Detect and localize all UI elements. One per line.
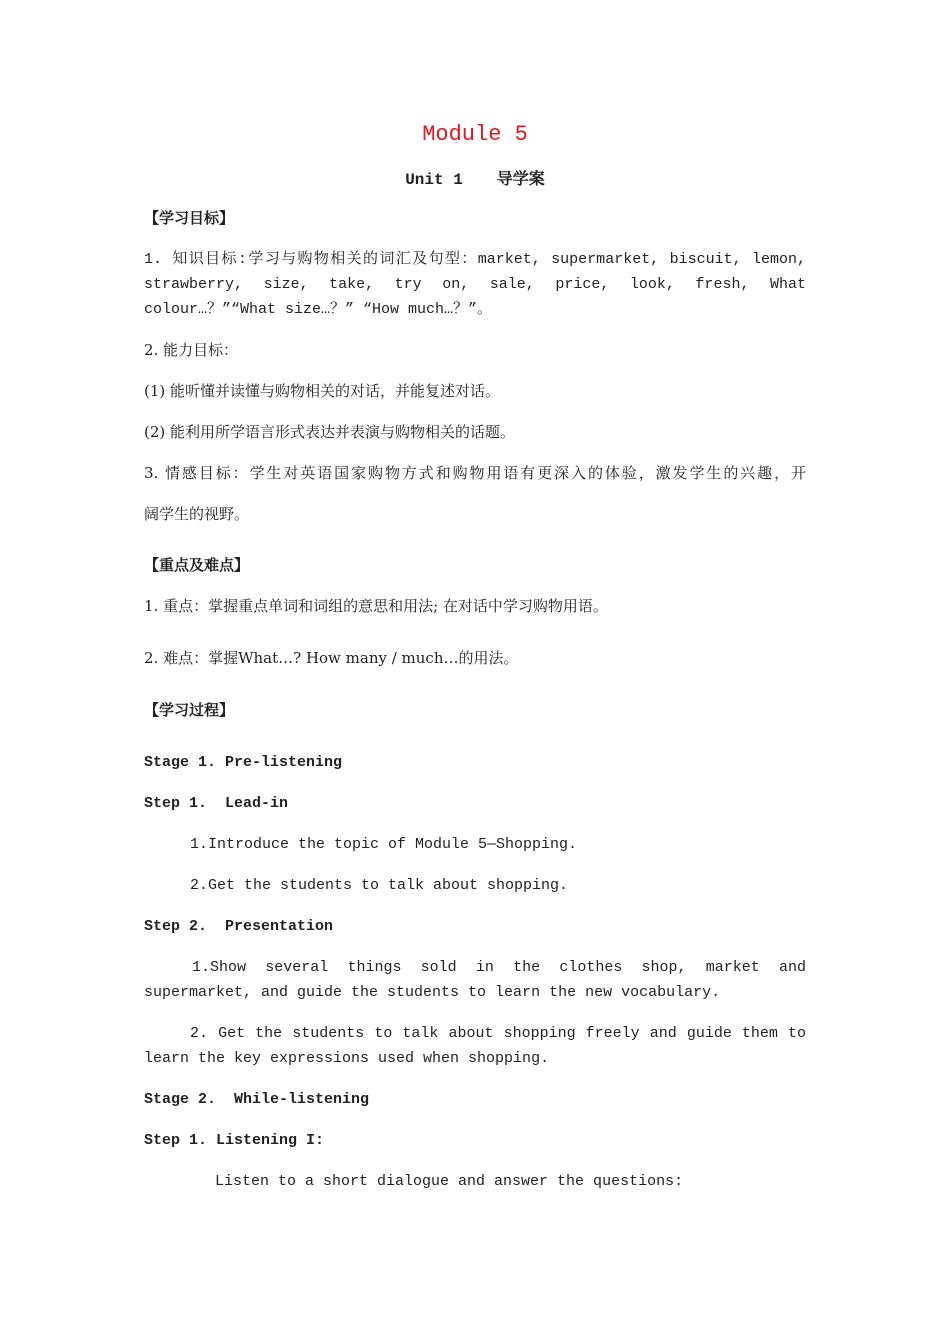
listening-instruction: Listen to a short dialogue and answer the questions: <box>215 1173 684 1190</box>
process-heading: 【学习过程】 <box>144 701 235 719</box>
guide-label: 导学案 <box>496 169 545 188</box>
stage-1-heading: Stage 1. Pre-listening <box>144 754 343 771</box>
step-1-heading: Step 1. Lead-in <box>144 795 289 812</box>
step-1-item-b: 2.Get the students to talk about shopping. <box>190 877 569 894</box>
step-2-item-a: 1.Show several things sold in the clothes shop, market and supermarket, and guide the students to learn the new vocabulary. <box>144 959 806 1001</box>
objective-1-line-1: 1. 知识目标:学习与购物相关的词汇及句型：market, supermarket, biscuit, lemon, <box>144 251 806 268</box>
objective-2-a: (1) 能听懂并读懂与购物相关的对话，并能复述对话。 <box>144 382 501 400</box>
step-2-item-b: 2. Get the students to talk about shopping freely and guide them to learn the key expressions used when shopping. <box>144 1025 806 1067</box>
step-2-heading: Step 2. Presentation <box>144 918 334 935</box>
objective-2-b: (2) 能利用所学语言形式表达并表演与购物相关的话题。 <box>144 423 516 441</box>
stage-2-heading: Stage 2. While-listening <box>144 1091 370 1108</box>
step-1-item-a: 1.Introduce the topic of Module 5—Shopping. <box>190 836 578 853</box>
listening-step-heading: Step 1. Listening I: <box>144 1132 325 1149</box>
objective-1-line-3: colour…？”“What size…？” “How much…？”。 <box>144 301 493 318</box>
objectives-heading: 【学习目标】 <box>144 209 235 227</box>
page-title: Module 5 <box>422 122 528 147</box>
objective-2: 2. 能力目标： <box>144 341 239 359</box>
unit-label: Unit 1 <box>405 171 463 189</box>
objective-1-line-2: strawberry, size, take, try on, sale, price, look, fresh, What <box>144 276 806 293</box>
objective-3-line-2: 阔学生的视野。 <box>144 505 250 523</box>
key-points-heading: 【重点及难点】 <box>144 556 250 574</box>
key-point-1: 1. 重点：掌握重点单词和词组的意思和用法; 在对话中学习购物用语。 <box>144 597 608 615</box>
page-subtitle <box>0 166 950 189</box>
objective-3-line-1: 3. 情感目标：学生对英语国家购物方式和购物用语有更深入的体验，激发学生的兴趣，开 <box>144 464 806 482</box>
key-point-2: 2. 难点：掌握What…? How many / much…的用法。 <box>144 649 519 667</box>
